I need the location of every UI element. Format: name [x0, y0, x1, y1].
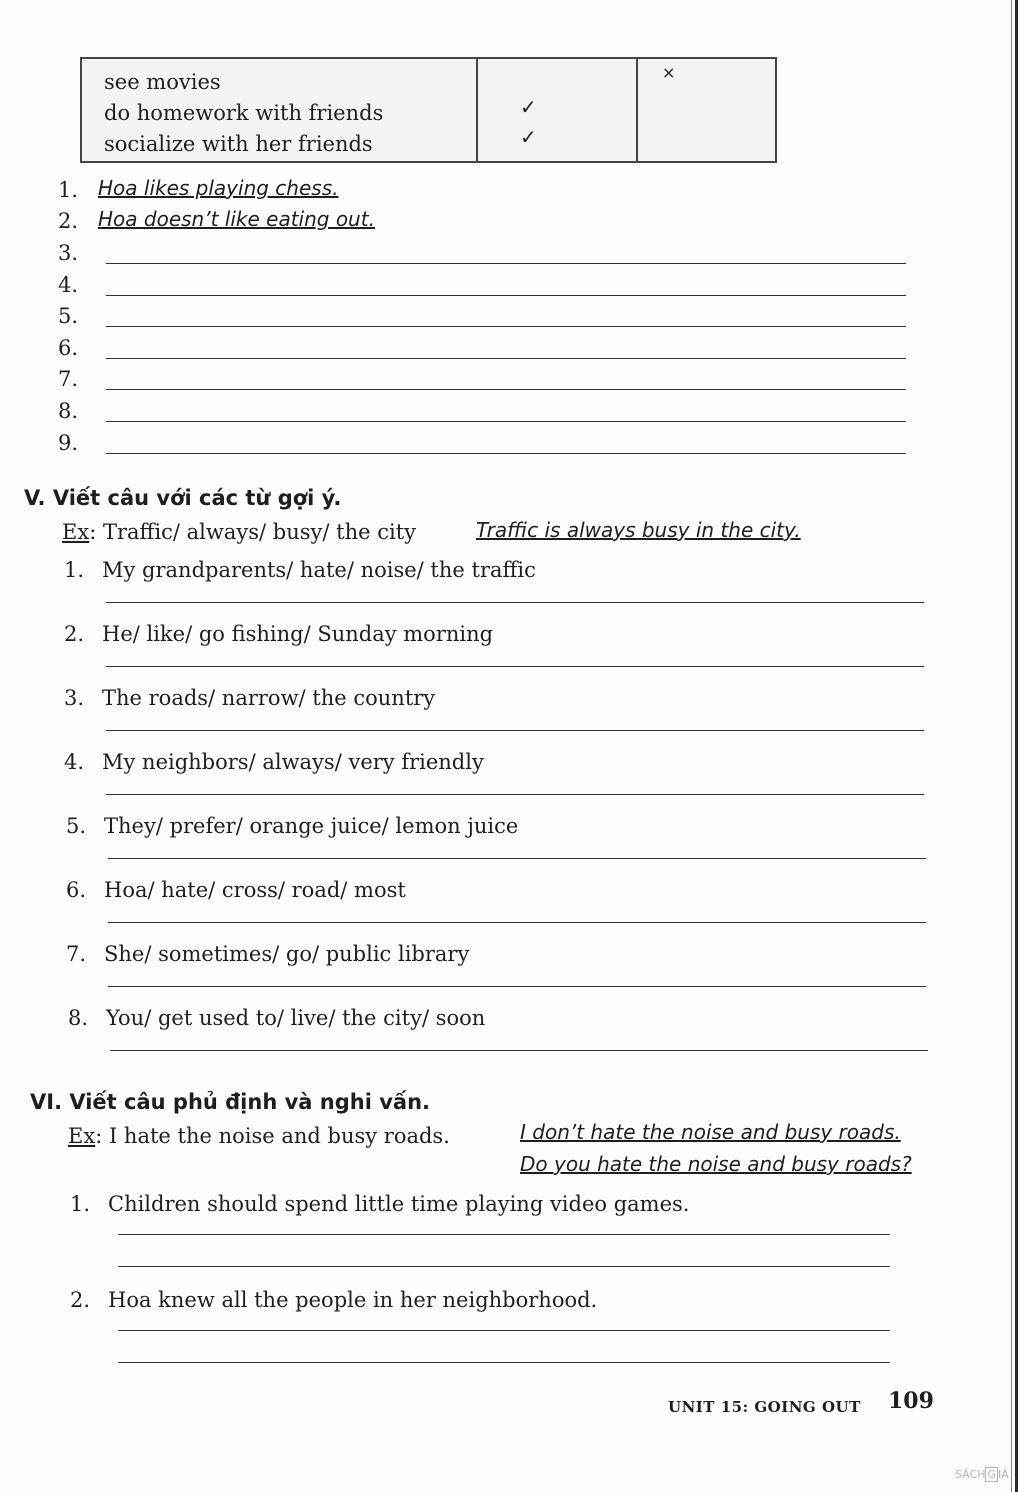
page-edge — [1015, 0, 1018, 1492]
exercise-prompt: 3. The roads/ narrow/ the country — [64, 686, 436, 710]
blank-line[interactable] — [106, 326, 906, 327]
answer-blank[interactable] — [108, 858, 926, 859]
example-label: Ex — [68, 1124, 96, 1148]
activity-row: do homework with friends — [104, 101, 384, 125]
line-number: 8. — [58, 399, 79, 423]
exercise-prompt: 5. They/ prefer/ orange juice/ lemon juice — [66, 814, 519, 838]
exercise-item[interactable] — [68, 1006, 928, 1066]
line-number: 5. — [58, 304, 79, 328]
answer-line — [58, 178, 918, 210]
example-colon: : — [95, 1124, 109, 1148]
answer-blank[interactable] — [118, 1330, 890, 1331]
example-answer-negative: I don’t hate the noise and busy roads. — [520, 1120, 901, 1144]
activity-row: see movies — [104, 70, 221, 94]
dislike-column — [638, 59, 775, 161]
answer-line[interactable] — [58, 304, 918, 336]
example-prompt: Traffic/ always/ busy/ the city — [102, 520, 416, 544]
section-v-heading: V. Viết câu với các từ gợi ý. — [24, 486, 342, 510]
cross-mark-icon: × — [662, 63, 676, 82]
exercise-prompt: 7. She/ sometimes/ go/ public library — [66, 942, 470, 966]
handwritten-answer: Hoa likes playing chess. — [98, 176, 339, 200]
exercise-prompt: 4. My neighbors/ always/ very friendly — [64, 750, 484, 774]
line-number: 7. — [58, 367, 79, 391]
answer-blank[interactable] — [118, 1362, 890, 1363]
like-column — [478, 59, 638, 161]
watermark: SÁCH G IẢ — [955, 1468, 1009, 1481]
line-number: 9. — [58, 431, 79, 455]
exercise-prompt: 8. You/ get used to/ live/ the city/ soon — [68, 1006, 486, 1030]
section-vi-heading: VI. Viết câu phủ định và nghi vấn. — [30, 1090, 430, 1114]
page-edge-shadow — [1011, 0, 1012, 1492]
answer-blank[interactable] — [106, 602, 924, 603]
answer-line[interactable] — [58, 241, 918, 273]
exercise-item[interactable] — [70, 1288, 890, 1378]
check-mark-icon: ✓ — [520, 125, 537, 149]
answer-blank[interactable] — [118, 1266, 890, 1267]
page-number: 109 — [888, 1388, 934, 1414]
answer-blank[interactable] — [106, 666, 924, 667]
handwritten-answer: Hoa doesn’t like eating out. — [98, 207, 375, 231]
answer-blank[interactable] — [118, 1234, 890, 1235]
example-answer-question: Do you hate the noise and busy roads? — [520, 1152, 912, 1176]
preference-table — [80, 57, 777, 163]
activity-column — [82, 59, 478, 161]
exercise-item[interactable] — [64, 558, 924, 618]
answer-line[interactable] — [58, 273, 918, 305]
answer-line[interactable] — [58, 399, 918, 431]
line-number: 2. — [58, 209, 79, 233]
example-answer: Traffic is always busy in the city. — [476, 518, 801, 542]
exercise-prompt: 1. Children should spend little time playing video games. — [70, 1192, 690, 1216]
exercise-item[interactable] — [66, 942, 926, 1002]
blank-line[interactable] — [106, 295, 906, 296]
line-number: 3. — [58, 241, 79, 265]
exercise-prompt: 6. Hoa/ hate/ cross/ road/ most — [66, 878, 406, 902]
example-row — [62, 520, 416, 544]
exercise-item[interactable] — [66, 878, 926, 938]
example-row — [68, 1124, 450, 1148]
answer-blank[interactable] — [110, 1050, 928, 1051]
exercise-item[interactable] — [70, 1192, 890, 1282]
exercise-prompt: 1. My grandparents/ hate/ noise/ the traffic — [64, 558, 536, 582]
answer-line[interactable] — [58, 336, 918, 368]
blank-line[interactable] — [106, 421, 906, 422]
line-number: 1. — [58, 178, 79, 202]
line-number: 4. — [58, 273, 79, 297]
exercise-item[interactable] — [64, 686, 924, 746]
example-prompt: I hate the noise and busy roads. — [108, 1124, 450, 1148]
line-number: 6. — [58, 336, 79, 360]
answer-blank[interactable] — [108, 922, 926, 923]
answer-line[interactable] — [58, 431, 918, 463]
unit-label: UNIT 15: GOING OUT — [668, 1398, 861, 1416]
blank-line[interactable] — [106, 358, 906, 359]
answer-blank[interactable] — [106, 794, 924, 795]
blank-line[interactable] — [106, 389, 906, 390]
answer-blank[interactable] — [106, 730, 924, 731]
exercise-item[interactable] — [64, 622, 924, 682]
exercise-prompt: 2. Hoa knew all the people in her neighborhood. — [70, 1288, 598, 1312]
example-label: Ex — [62, 520, 90, 544]
exercise-item[interactable] — [66, 814, 926, 874]
exercise-prompt: 2. He/ like/ go fishing/ Sunday morning — [64, 622, 494, 646]
answer-blank[interactable] — [108, 986, 926, 987]
check-mark-icon: ✓ — [520, 95, 537, 119]
answer-line — [58, 209, 918, 241]
blank-line[interactable] — [106, 453, 906, 454]
answer-line[interactable] — [58, 367, 918, 399]
exercise-item[interactable] — [64, 750, 924, 810]
example-colon: : — [89, 520, 103, 544]
activity-row: socialize with her friends — [104, 132, 373, 156]
blank-line[interactable] — [106, 263, 906, 264]
